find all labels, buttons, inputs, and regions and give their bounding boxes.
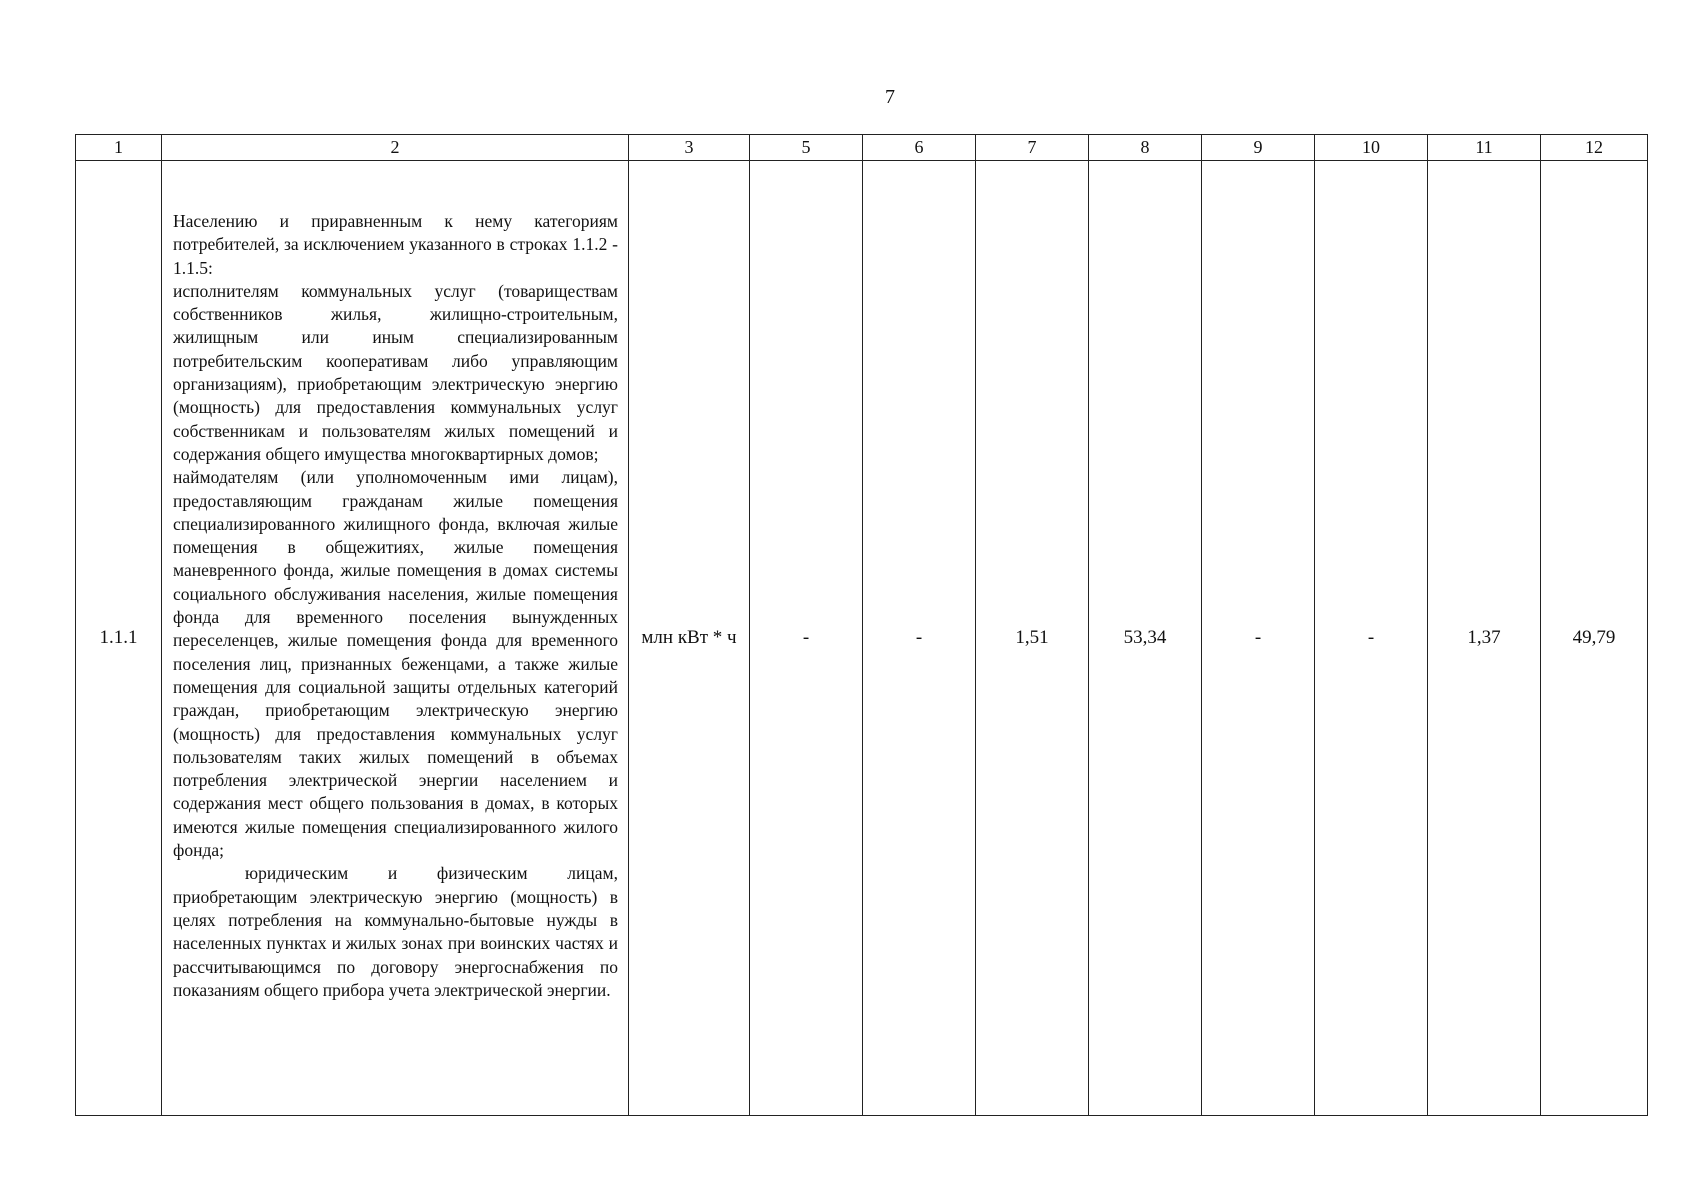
row-unit: млн кВт * ч: [629, 161, 750, 1116]
page-number: 7: [885, 86, 895, 108]
column-header-1: 1: [76, 135, 162, 161]
column-header-3: 3: [629, 135, 750, 161]
description-paragraph: Населению и приравненным к нему категориям потребителей, за исключением указанного в строках 1.1.2 - 1.1.5:: [173, 211, 618, 278]
column-header-12: 12: [1541, 135, 1648, 161]
column-number-row: [76, 135, 1648, 161]
row-value-col10: -: [1315, 161, 1428, 1116]
row-value-col6: -: [863, 161, 976, 1116]
row-description: [162, 161, 629, 1116]
tariff-table: [75, 134, 1648, 1116]
table-row: [76, 161, 1648, 1116]
row-value-col8: 53,34: [1089, 161, 1202, 1116]
row-value-col11: 1,37: [1428, 161, 1541, 1116]
column-header-8: 8: [1089, 135, 1202, 161]
row-value-col5: -: [750, 161, 863, 1116]
description-paragraph: исполнителям коммунальных услуг (товариществам собственников жилья, жилищно-строительным, жилищным или иным специализированным потребительским кооперативам либо управляющим организациям), приобретающим электрическую энергию (мощность) для предоставления коммунальных услуг собственникам и пользователям жилых помещений и содержания общего имущества многоквартирных домов;: [173, 280, 618, 464]
description-paragraph: юридическим и физическим лицам, приобретающим электрическую энергию (мощность) в целях потребления на коммунально-бытовые нужды в населенных пунктах и жилых зонах при воинских частях и рассчитывающимся по договору энергоснабжения по показаниям общего прибора учета электрической энергии.: [173, 863, 618, 1000]
column-header-11: 11: [1428, 135, 1541, 161]
description-paragraph: наймодателям (или уполномоченным ими лицам), предоставляющим гражданам жилые помещения специализированного жилищного фонда, включая жилые помещения в общежитиях, жилые помещения маневренного фонда, жилые помещения в домах системы социального обслуживания населения, жилые помещения фонда для временного поселения вынужденных переселенцев, жилые помещения фонда для временного поселения лиц, признанных беженцами, а также жилые помещения для социальной защиты отдельных категорий граждан, приобретающим электрическую энергию (мощность) для предоставления коммунальных услуг пользователям таких жилых помещений в объемах потребления электрической энергии населением и содержания мест общего пользования в домах, в которых имеются жилые помещения специализированного жилого фонда;: [173, 467, 618, 861]
column-header-5: 5: [750, 135, 863, 161]
row-code: 1.1.1: [76, 161, 162, 1116]
column-header-6: 6: [863, 135, 976, 161]
column-header-2: 2: [162, 135, 629, 161]
row-value-col9: -: [1202, 161, 1315, 1116]
column-header-7: 7: [976, 135, 1089, 161]
row-value-col7: 1,51: [976, 161, 1089, 1116]
column-header-9: 9: [1202, 135, 1315, 161]
column-header-10: 10: [1315, 135, 1428, 161]
row-value-col12: 49,79: [1541, 161, 1648, 1116]
